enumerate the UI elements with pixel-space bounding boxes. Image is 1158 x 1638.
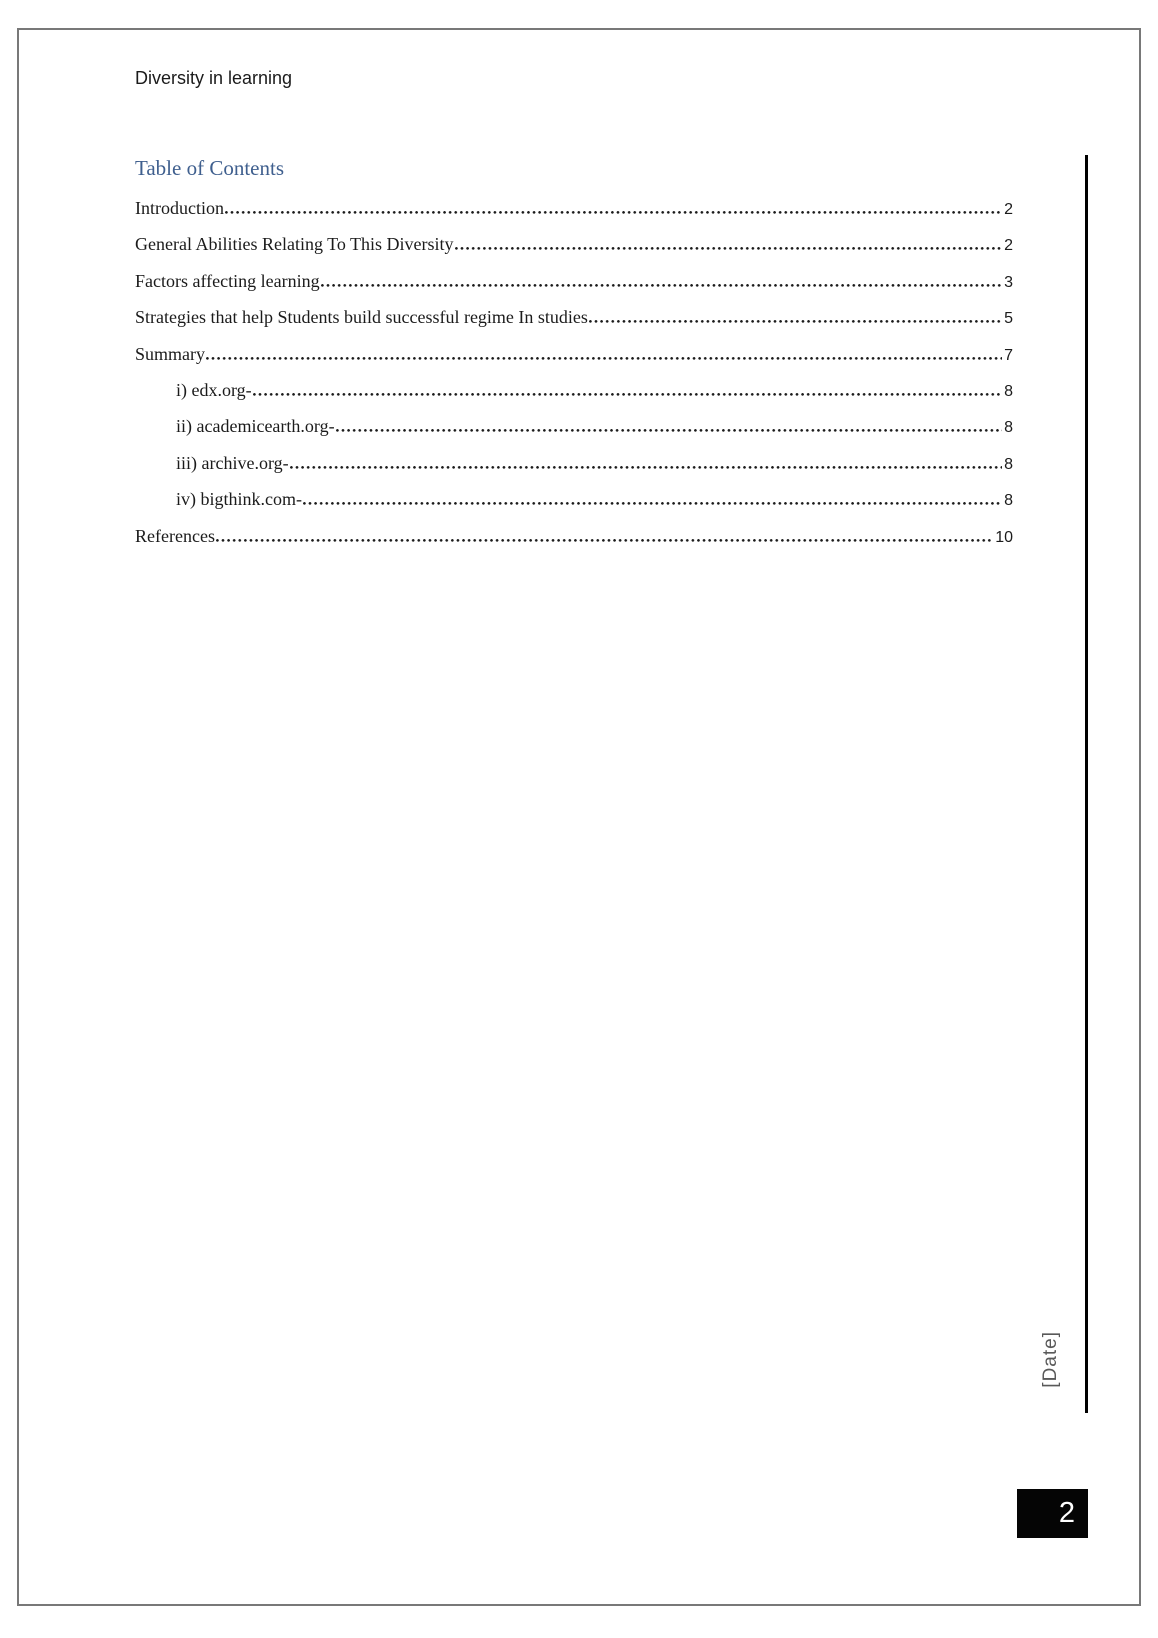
page-number-value: 2	[1058, 1497, 1075, 1529]
toc-entry-page: 7	[1004, 346, 1013, 364]
date-placeholder-label: [Date]	[1040, 1331, 1061, 1388]
toc-entry-label: iii) archive.org-	[176, 452, 289, 473]
dot-leader	[225, 209, 1002, 214]
toc-entry-page: 2	[1004, 237, 1013, 255]
dot-leader	[589, 318, 1002, 323]
toc-entry[interactable]	[135, 299, 1013, 335]
dot-leader	[336, 427, 1003, 432]
toc-entry[interactable]	[135, 190, 1013, 226]
toc-entry-label: Introduction	[135, 198, 224, 218]
toc-entry[interactable]	[135, 481, 1013, 517]
dot-leader	[321, 282, 1002, 287]
toc-entry-page: 3	[1004, 273, 1013, 291]
toc-entry-label: Strategies that help Students build successful regime In studies	[135, 307, 588, 328]
dot-leader	[216, 537, 993, 542]
toc-entry-label: i) edx.org-	[176, 379, 252, 400]
toc-entry-label: ii) academicearth.org-	[176, 416, 335, 437]
dot-leader	[206, 355, 1002, 360]
toc-entry[interactable]	[135, 263, 1013, 299]
toc-entry[interactable]	[135, 518, 1013, 554]
toc-entry-page: 2	[1004, 201, 1013, 218]
toc-entry-page: 5	[1004, 310, 1013, 328]
toc-entry[interactable]	[135, 336, 1013, 372]
toc-entry-label: Summary	[135, 343, 205, 364]
toc-title: Table of Contents	[135, 156, 284, 180]
toc-entry[interactable]	[135, 408, 1013, 444]
toc-entry-page: 8	[1004, 455, 1013, 473]
toc-entry-page: 8	[1004, 382, 1013, 400]
toc-entry-page: 8	[1004, 419, 1013, 437]
toc-entry-page: 10	[995, 528, 1013, 546]
toc-entry-label: References	[135, 525, 215, 546]
toc-entry-label: iv) bigthink.com-	[176, 489, 302, 510]
toc-entry[interactable]	[135, 226, 1013, 262]
dot-leader	[455, 245, 1003, 250]
dot-leader	[290, 464, 1002, 469]
sidebar-vertical-rule	[1085, 155, 1088, 1413]
toc-entry-label: Factors affecting learning	[135, 270, 320, 291]
page-number-badge	[1017, 1489, 1088, 1538]
toc-entry-label: General Abilities Relating To This Diversity	[135, 234, 454, 255]
toc-entry[interactable]	[135, 372, 1013, 408]
document-header-title: Diversity in learning	[135, 68, 293, 88]
toc-section	[135, 154, 1013, 554]
dot-leader	[253, 391, 1002, 396]
toc-entry-page: 8	[1004, 492, 1013, 510]
dot-leader	[303, 500, 1002, 505]
toc-list	[135, 190, 1013, 554]
toc-entry[interactable]	[135, 445, 1013, 481]
